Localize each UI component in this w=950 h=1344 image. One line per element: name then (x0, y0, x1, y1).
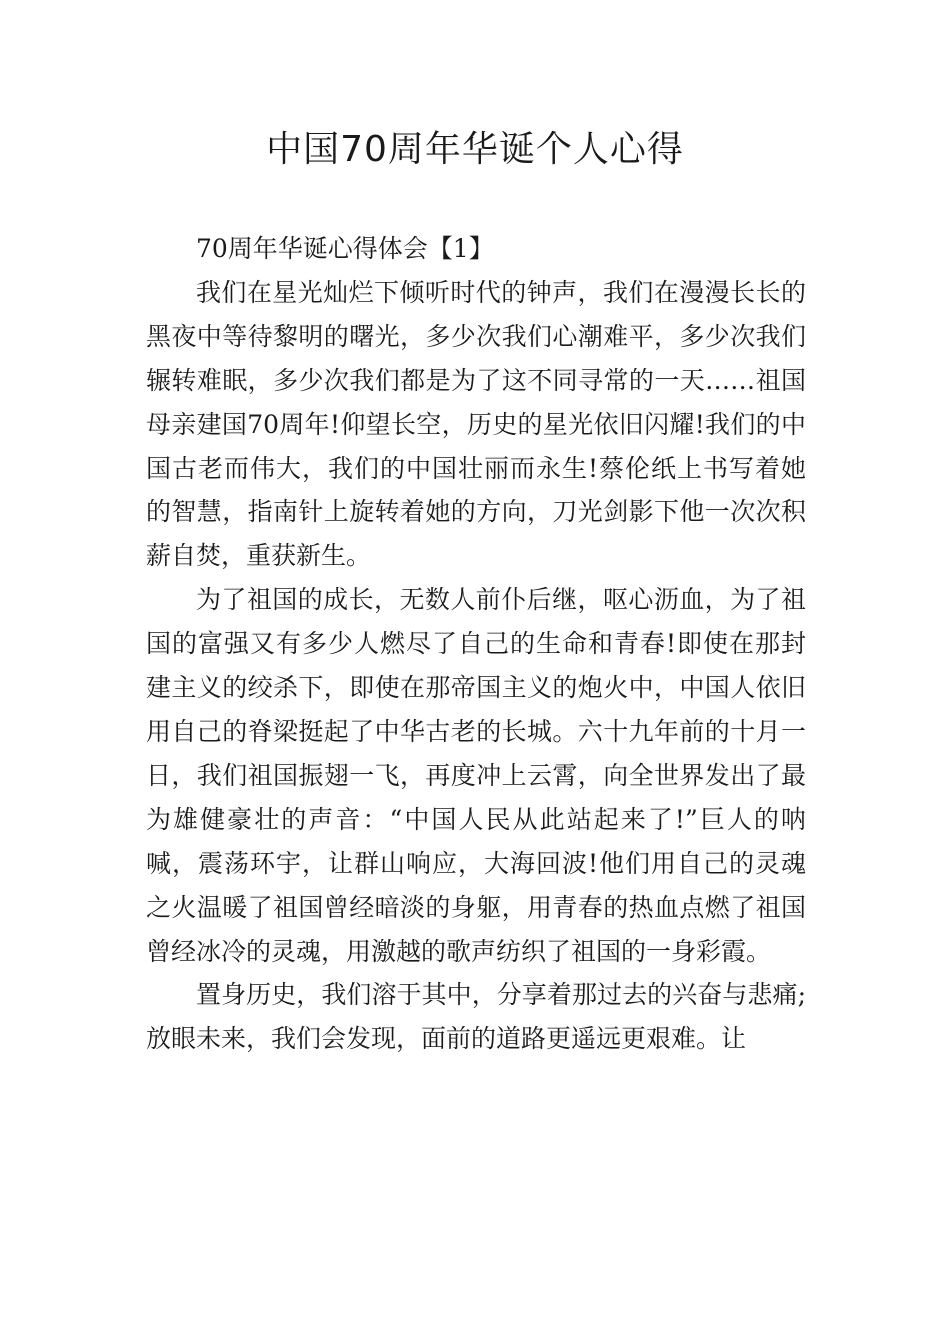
paragraph-1: 我们在星光灿烂下倾听时代的钟声，我们在漫漫长长的黑夜中等待黎明的曙光，多少次我们心潮难平，多少次我们辗转难眠，多少次我们都是为了这不同寻常的一天……祖国母亲建国70周年!仰望长空，历史的星光依旧闪耀!我们的中国古老而伟大，我们的中国壮丽而永生!蔡伦纸上书写着她的智慧，指南针上旋转着她的方向，刀光剑影下他一次次积薪自焚，重获新生。 (146, 277, 806, 571)
document-title: 中国70周年华诞个人心得 (266, 129, 684, 170)
paragraph-3: 置身历史，我们溶于其中，分享着那过去的兴奋与悲痛;放眼未来，我们会发现，面前的道路更遥远更艰难。让 (146, 980, 806, 1054)
paragraph-2: 为了祖国的成长，无数人前仆后继，呕心沥血，为了祖国的富强又有多少人燃尽了自己的生命和青春!即使在那封建主义的绞杀下，即使在那帝国主义的炮火中，中国人依旧用自己的脊梁挺起了中华古老的长城。六十九年前的十月一日，我们祖国振翅一飞，再度冲上云霄，向全世界发出了最为雄健豪壮的声音：“中国人民从此站起来了!”巨人的呐喊，震荡环宇，让群山响应，大海回波!他们用自己的灵魂之火温暖了祖国曾经暗淡的身躯，用青春的热血点燃了祖国曾经冰冷的灵魂，用激越的歌声纺织了祖国的一身彩霞。 (146, 585, 806, 966)
section-heading: 70周年华诞心得体会【1】 (196, 234, 494, 263)
document-body (146, 227, 806, 1061)
